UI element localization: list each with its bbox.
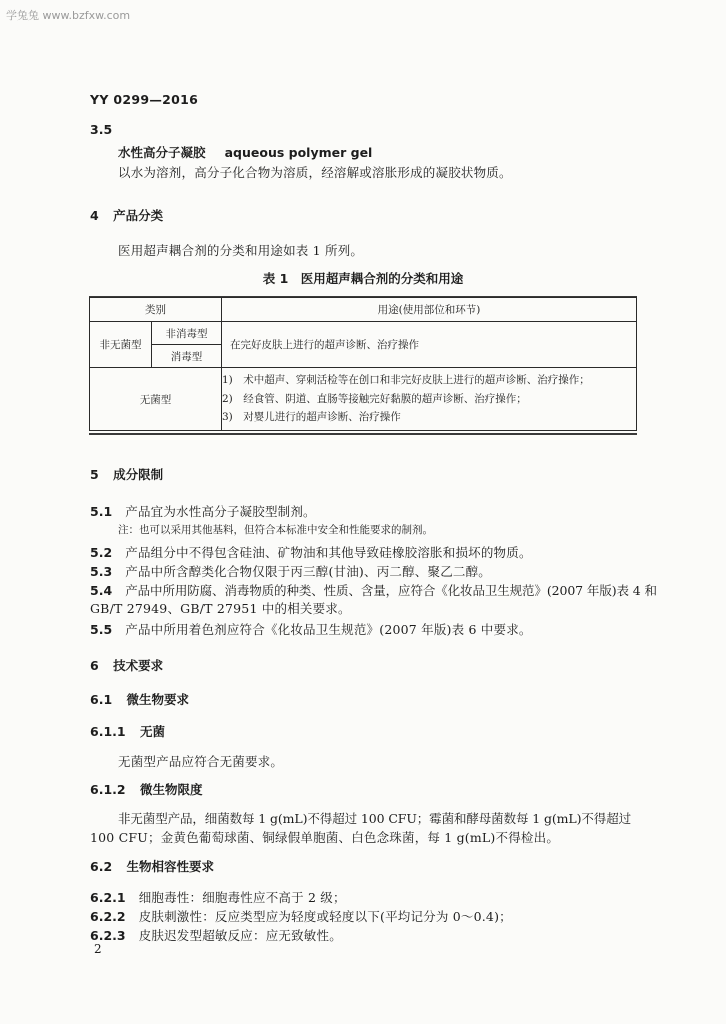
usage-sterile-list — [222, 368, 637, 431]
clause-text: 产品组分中不得包含硅油、矿物油和其他导致硅橡胶溶胀和损坏的物质。 — [125, 545, 532, 560]
clause-number: 5.5 — [90, 622, 113, 637]
section-3-5-number: 3.5 — [90, 122, 113, 137]
section-6-1-2-heading — [90, 780, 202, 798]
section-4-heading — [90, 206, 163, 224]
section-title: 无菌 — [139, 724, 165, 739]
clause-text: 细胞毒性：细胞毒性应不高于 2 级； — [138, 890, 346, 905]
clause-text: 产品宜为水性高分子凝胶型制剂。 — [125, 504, 316, 519]
term-definition: 以水为溶剂，高分子化合物为溶质，经溶解或溶胀形成的凝胶状物质。 — [118, 165, 512, 180]
section-6-1-heading — [90, 690, 189, 708]
clause-number: 6.2.2 — [90, 909, 126, 924]
section-title: 成分限制 — [113, 467, 164, 482]
term-en: aqueous polymer gel — [224, 145, 373, 160]
list-item: 2) 经食管、阴道、直肠等接触完好黏膜的超声诊断、治疗操作； — [222, 392, 527, 405]
clause-5-3 — [90, 561, 491, 580]
clause-5-2 — [90, 542, 532, 561]
clause-text: 产品中所用防腐、消毒物质的种类、性质、含量，应符合《化妆品卫生规范》(2007 年版)表 4 和 — [125, 583, 657, 598]
term-3-5 — [118, 142, 372, 161]
table-row — [90, 322, 637, 345]
section-number: 6 — [90, 658, 99, 673]
clause-6-2-3 — [90, 925, 342, 944]
clause-text: 产品中所用着色剂应符合《化妆品卫生规范》(2007 年版)表 6 中要求。 — [125, 622, 532, 637]
section-title: 微生物要求 — [126, 692, 190, 707]
list-item: 1) 术中超声、穿刺活检等在创口和非完好皮肤上进行的超声诊断、治疗操作； — [222, 374, 590, 387]
category-nonsterile: 非无菌型 — [90, 322, 152, 368]
section-5-heading — [90, 465, 163, 483]
section-title: 产品分类 — [113, 208, 164, 223]
subcategory-nondisinfected: 非消毒型 — [152, 322, 222, 345]
clause-number: 5.4 — [90, 583, 113, 598]
header-usage: 用途(使用部位和环节) — [222, 298, 637, 322]
subcategory-disinfected: 消毒型 — [152, 345, 222, 368]
table-caption: 表 1 医用超声耦合剂的分类和用途 — [262, 271, 464, 286]
section-number: 6.1 — [90, 692, 113, 707]
document-code: YY 0299—2016 — [90, 92, 199, 107]
clause-number: 5.2 — [90, 545, 113, 560]
term-zh: 水性高分子凝胶 — [118, 145, 206, 160]
section-number: 5 — [90, 467, 99, 482]
table-header-row — [90, 298, 637, 322]
section-6-1-1-heading — [90, 722, 165, 740]
page-number: 2 — [94, 942, 102, 956]
usage-nonsterile: 在完好皮肤上进行的超声诊断、治疗操作 — [222, 322, 637, 368]
watermark: 学兔兔 www.bzfxw.com — [6, 9, 131, 22]
section-number: 6.1.2 — [90, 782, 126, 797]
section-6-heading — [90, 656, 163, 674]
header-category: 类别 — [90, 298, 222, 322]
list-item: 3) 对婴儿进行的超声诊断、治疗操作 — [222, 411, 401, 424]
clause-5-4 — [90, 580, 657, 599]
clause-5-5 — [90, 619, 532, 638]
clause-6-2-1 — [90, 887, 346, 906]
clause-text: 产品中所含醇类化合物仅限于丙三醇(甘油)、丙二醇、聚乙二醇。 — [125, 564, 492, 579]
section-number: 4 — [90, 208, 99, 223]
clause-6-2-2 — [90, 906, 512, 925]
category-sterile: 无菌型 — [90, 368, 222, 431]
section-title: 技术要求 — [113, 658, 164, 673]
clause-number: 5.1 — [90, 504, 113, 519]
clause-5-4-continued: GB/T 27949、GB/T 27951 中的相关要求。 — [90, 601, 351, 616]
clause-5-1 — [90, 501, 316, 520]
section-6-2-heading — [90, 857, 214, 875]
classification-table — [89, 297, 637, 431]
section-title: 生物相容性要求 — [126, 859, 215, 874]
section-6-1-1-text: 无菌型产品应符合无菌要求。 — [118, 754, 284, 769]
section-6-1-2-text-line2: 100 CFU；金黄色葡萄球菌、铜绿假单胞菌、白色念珠菌，每 1 g(mL)不得检出。 — [90, 830, 560, 845]
section-4-text: 医用超声耦合剂的分类和用途如表 1 所列。 — [118, 243, 364, 258]
clause-number: 5.3 — [90, 564, 113, 579]
table-row — [90, 368, 637, 431]
clause-text: 皮肤刺激性：反应类型应为轻度或轻度以下(平均记分为 0～0.4)； — [138, 909, 512, 924]
section-number: 6.1.1 — [90, 724, 126, 739]
section-title: 微生物限度 — [139, 782, 203, 797]
section-number: 6.2 — [90, 859, 113, 874]
clause-number: 6.2.1 — [90, 890, 126, 905]
table-bottom-rule — [89, 433, 637, 435]
clause-number: 6.2.3 — [90, 928, 126, 943]
section-6-1-2-text-line1: 非无菌型产品，细菌数每 1 g(mL)不得超过 100 CFU；霉菌和酵母菌数每 1 g(mL)不得超过 — [118, 811, 631, 826]
clause-text: 皮肤迟发型超敏反应：应无致敏性。 — [138, 928, 342, 943]
note: 注：也可以采用其他基料，但符合本标准中安全和性能要求的制剂。 — [118, 524, 433, 536]
